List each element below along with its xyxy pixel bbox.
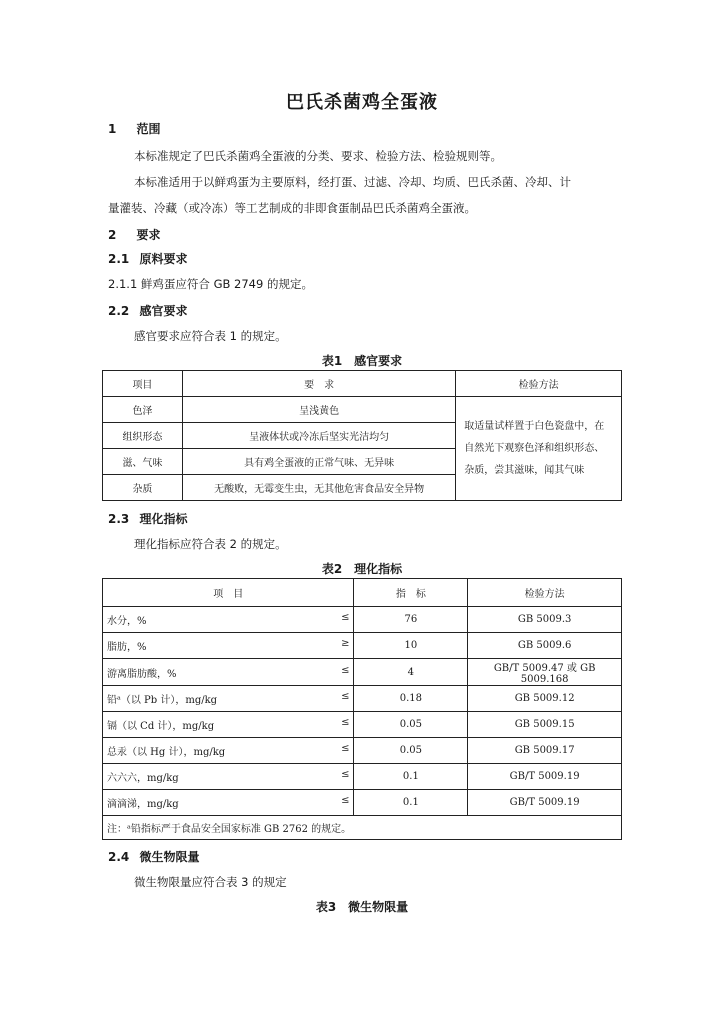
table-cell-item [103,659,354,686]
table-cell-method: GB/T 5009.47 或 GB 5009.168 [468,659,622,686]
comparison-operator: ≤ [341,664,350,676]
table-header-row [103,371,622,397]
table-cell-method: GB 5009.6 [468,633,622,659]
section-1-heading [108,120,161,137]
table-row [103,790,622,816]
section-2-4-heading [108,848,199,865]
table-cell-value: 0.1 [354,764,468,790]
table-row [103,633,622,659]
table-note: 注：ᵃ铅指标严于食品安全国家标准 GB 2762 的规定。 [103,816,622,840]
section-number: 2.2 [108,304,130,318]
document-title: 巴氏杀菌鸡全蛋液 [286,92,438,113]
table-header-row [103,579,622,607]
section-2-4-paragraph: 微生物限量应符合表 3 的规定 [134,875,287,889]
table-cell-value: 10 [354,633,468,659]
test-method-line: 自然光下观察色泽和组织形态、 [464,442,605,454]
section-title: 微生物限量 [139,850,200,864]
table-cell-method: GB 5009.12 [468,686,622,712]
table-cell-item [103,790,354,816]
table-cell-requirement: 具有鸡全蛋液的正常气味、无异味 [182,449,455,475]
comparison-operator: ≤ [341,769,350,780]
section-title: 理化指标 [139,512,188,526]
table-cell-value: 76 [354,607,468,633]
table-header-cell: 项 目 [103,579,354,607]
comparison-operator: ≤ [341,612,350,623]
item-label: 滴滴涕，mg/kg [107,799,179,810]
table-cell-method: GB 5009.15 [468,712,622,738]
item-label: 脂肪，% [107,642,147,653]
test-method-line: 取适量试样置于白色瓷盘中，在 [464,420,605,432]
table-cell-item: 组织形态 [103,423,183,449]
table-cell-requirement: 呈液体状或冷冻后坚实光洁均匀 [182,423,455,449]
section-1-paragraph-1: 本标准规定了巴氏杀菌鸡全蛋液的分类、要求、检验方法、检验规则等。 [134,149,502,163]
table-2-physicochemical [102,578,622,840]
table-cell-item: 杂质 [103,475,183,501]
section-1-paragraph-2-line-2: 量灌装、冷藏（或冷冻）等工艺制成的非即食蛋制品巴氏杀菌鸡全蛋液。 [108,201,476,215]
table-header-cell: 检验方法 [468,579,622,607]
table-cell-method: GB 5009.17 [468,738,622,764]
item-label: 六六六，mg/kg [107,773,179,784]
section-number: 1 [108,122,117,136]
item-label: 水分，% [107,616,147,627]
table-2-caption: 表2 理化指标 [321,562,403,576]
table-row [103,712,622,738]
comparison-operator: ≥ [341,638,350,649]
table-header-cell: 指 标 [354,579,468,607]
table-cell-item [103,738,354,764]
table-cell-value: 0.18 [354,686,468,712]
section-number: 2 [108,228,117,242]
section-title: 原料要求 [139,252,188,266]
table-header-cell: 项目 [103,371,183,397]
table-header-cell: 检验方法 [456,371,622,397]
table-cell-item [103,686,354,712]
table-header-cell: 要 求 [182,371,455,397]
table-cell-item: 滋、气味 [103,449,183,475]
table-1-caption: 表1 感官要求 [321,354,403,368]
comparison-operator: ≤ [341,691,350,702]
table-row [103,659,622,686]
item-label: 游离脂肪酸，% [107,668,177,680]
table-row [103,764,622,790]
table-cell-method: GB/T 5009.19 [468,764,622,790]
table-cell-item [103,633,354,659]
section-title: 感官要求 [139,304,188,318]
table-3-caption: 表3 微生物限量 [315,900,409,914]
table-cell-requirement: 呈浅黄色 [182,397,455,423]
table-row [103,738,622,764]
table-cell-requirement: 无酸败，无霉变生虫，无其他危害食品安全异物 [182,475,455,501]
section-number: 2.4 [108,850,130,864]
section-2-heading [108,226,161,243]
section-number: 2.3 [108,512,130,526]
section-title: 要求 [136,228,161,242]
section-title: 范围 [136,122,161,136]
table-cell-value: 0.05 [354,712,468,738]
table-cell-test-method [456,397,622,501]
table-note-row [103,816,622,840]
section-2-2-heading [108,302,187,319]
section-number: 2.1 [108,252,130,266]
table-cell-method: GB/T 5009.19 [468,790,622,816]
table-row [103,607,622,633]
section-2-3-heading [108,510,187,527]
table-row [103,397,622,423]
table-cell-method: GB 5009.3 [468,607,622,633]
item-label: 铅ᵃ（以 Pb 计），mg/kg [107,695,218,706]
section-2-3-paragraph: 理化指标应符合表 2 的规定。 [134,537,287,551]
section-1-paragraph-2-line-1: 本标准适用于以鲜鸡蛋为主要原料，经打蛋、过滤、冷却、均质、巴氏杀菌、冷却、计 [134,175,571,189]
table-1-sensory [102,370,622,501]
table-cell-item [103,712,354,738]
table-cell-item [103,764,354,790]
table-cell-value: 0.05 [354,738,468,764]
comparison-operator: ≤ [341,795,350,806]
table-cell-item: 色泽 [103,397,183,423]
table-cell-value: 4 [354,659,468,686]
comparison-operator: ≤ [341,717,350,728]
table-row [103,686,622,712]
test-method-line: 杂质，尝其滋味，闻其气味 [464,464,585,476]
table-cell-value: 0.1 [354,790,468,816]
table-cell-item [103,607,354,633]
section-2-2-paragraph: 感官要求应符合表 1 的规定。 [134,329,287,343]
section-2-1-1-item: 2.1.1 鲜鸡蛋应符合 GB 2749 的规定。 [108,277,313,291]
item-label: 镉（以 Cd 计），mg/kg [107,721,215,732]
comparison-operator: ≤ [341,743,350,754]
section-2-1-heading [108,250,187,267]
item-label: 总汞（以 Hg 计），mg/kg [107,747,226,758]
